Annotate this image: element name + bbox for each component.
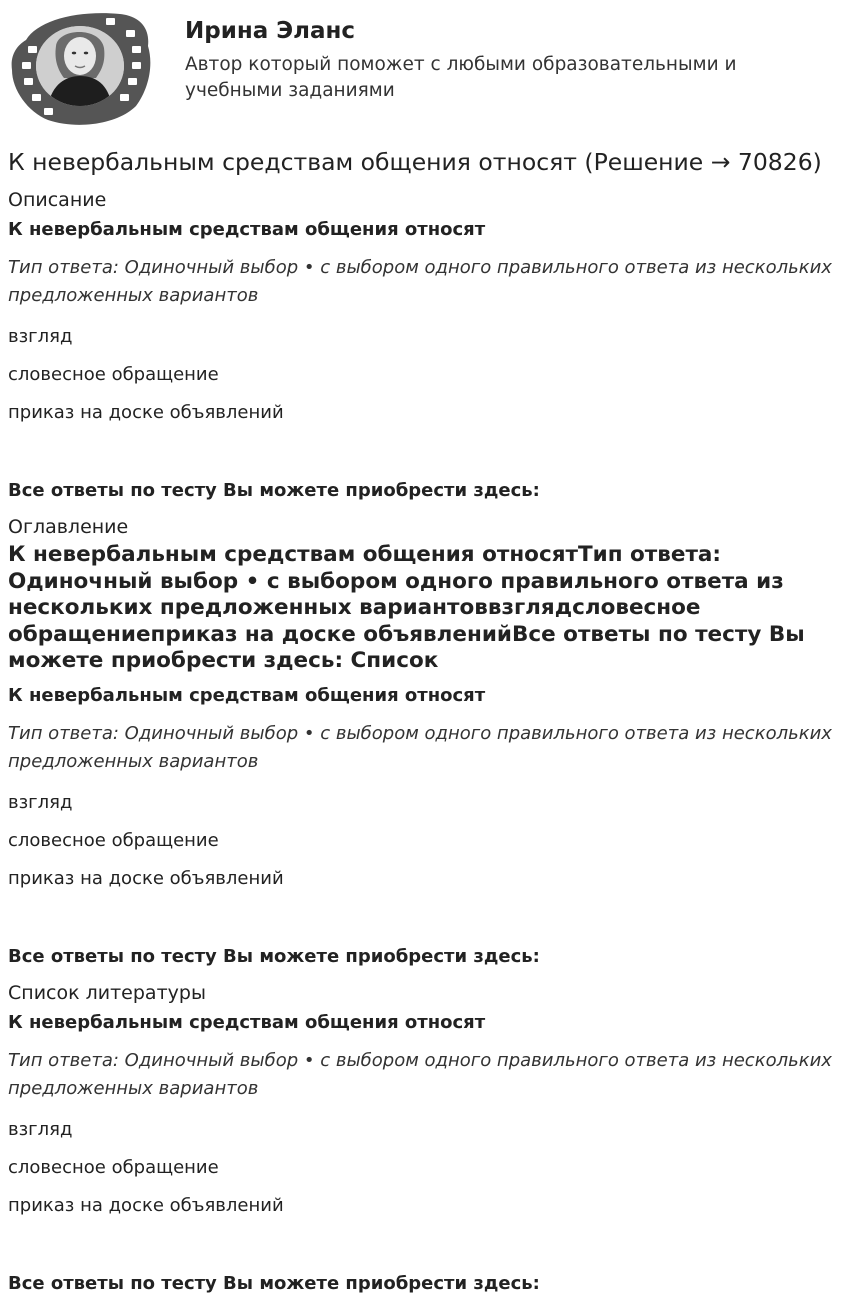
answer-option: словесное обращение	[8, 364, 219, 385]
answer-option: взгляд	[8, 326, 73, 347]
buy-answers-text: Все ответы по тесту Вы можете приобрести здесь:	[8, 1273, 540, 1294]
answer-option: взгляд	[8, 791, 73, 813]
page-title: К невербальным средствам общения относят (Решение → 70826)	[8, 148, 822, 176]
answer-option: словесное обращение	[8, 829, 219, 851]
answer-option: словесное обращение	[8, 1157, 219, 1178]
author-card	[8, 6, 843, 130]
author-avatar	[8, 6, 152, 130]
toc-heading: К невербальным средствам общения относятТип ответа: Одиночный выбор • с выбором одного правильного ответа из нескольких предложенных вариантоввзглядсловесное обращениеприказ на доске объявленийВсе ответы по тесту Вы можете приобрести здесь: Список	[8, 542, 805, 673]
buy-answers-text: Все ответы по тесту Вы можете приобрести здесь:	[8, 480, 540, 501]
question-text: К невербальным средствам общения относят	[8, 219, 486, 240]
description-section	[8, 189, 843, 502]
author-description: Автор который поможет с любыми образовательными и учебными заданиями	[185, 54, 737, 101]
literature-section	[8, 982, 843, 1295]
answer-type: Тип ответа: Одиночный выбор • с выбором одного правильного ответа из нескольких предложенных вариантов	[8, 257, 832, 306]
question-text: К невербальным средствам общения относят	[8, 684, 486, 706]
question-text: К невербальным средствам общения относят	[8, 1012, 486, 1033]
toc-section	[8, 516, 843, 968]
section-label-toc: Оглавление	[8, 516, 129, 538]
answer-option: взгляд	[8, 1119, 73, 1140]
section-label-literature: Список литературы	[8, 982, 206, 1004]
answer-type: Тип ответа: Одиночный выбор • с выбором одного правильного ответа из нескольких предложенных вариантов	[8, 1050, 832, 1099]
answer-option: приказ на доске объявлений	[8, 1195, 284, 1216]
section-label-description: Описание	[8, 189, 107, 211]
buy-answers-text: Все ответы по тесту Вы можете приобрести здесь:	[8, 945, 540, 967]
answer-option: приказ на доске объявлений	[8, 402, 284, 423]
answer-type: Тип ответа: Одиночный выбор • с выбором одного правильного ответа из нескольких предложенных вариантов	[8, 722, 832, 772]
author-name[interactable]: Ирина Эланс	[185, 18, 356, 44]
answer-option: приказ на доске объявлений	[8, 867, 284, 889]
